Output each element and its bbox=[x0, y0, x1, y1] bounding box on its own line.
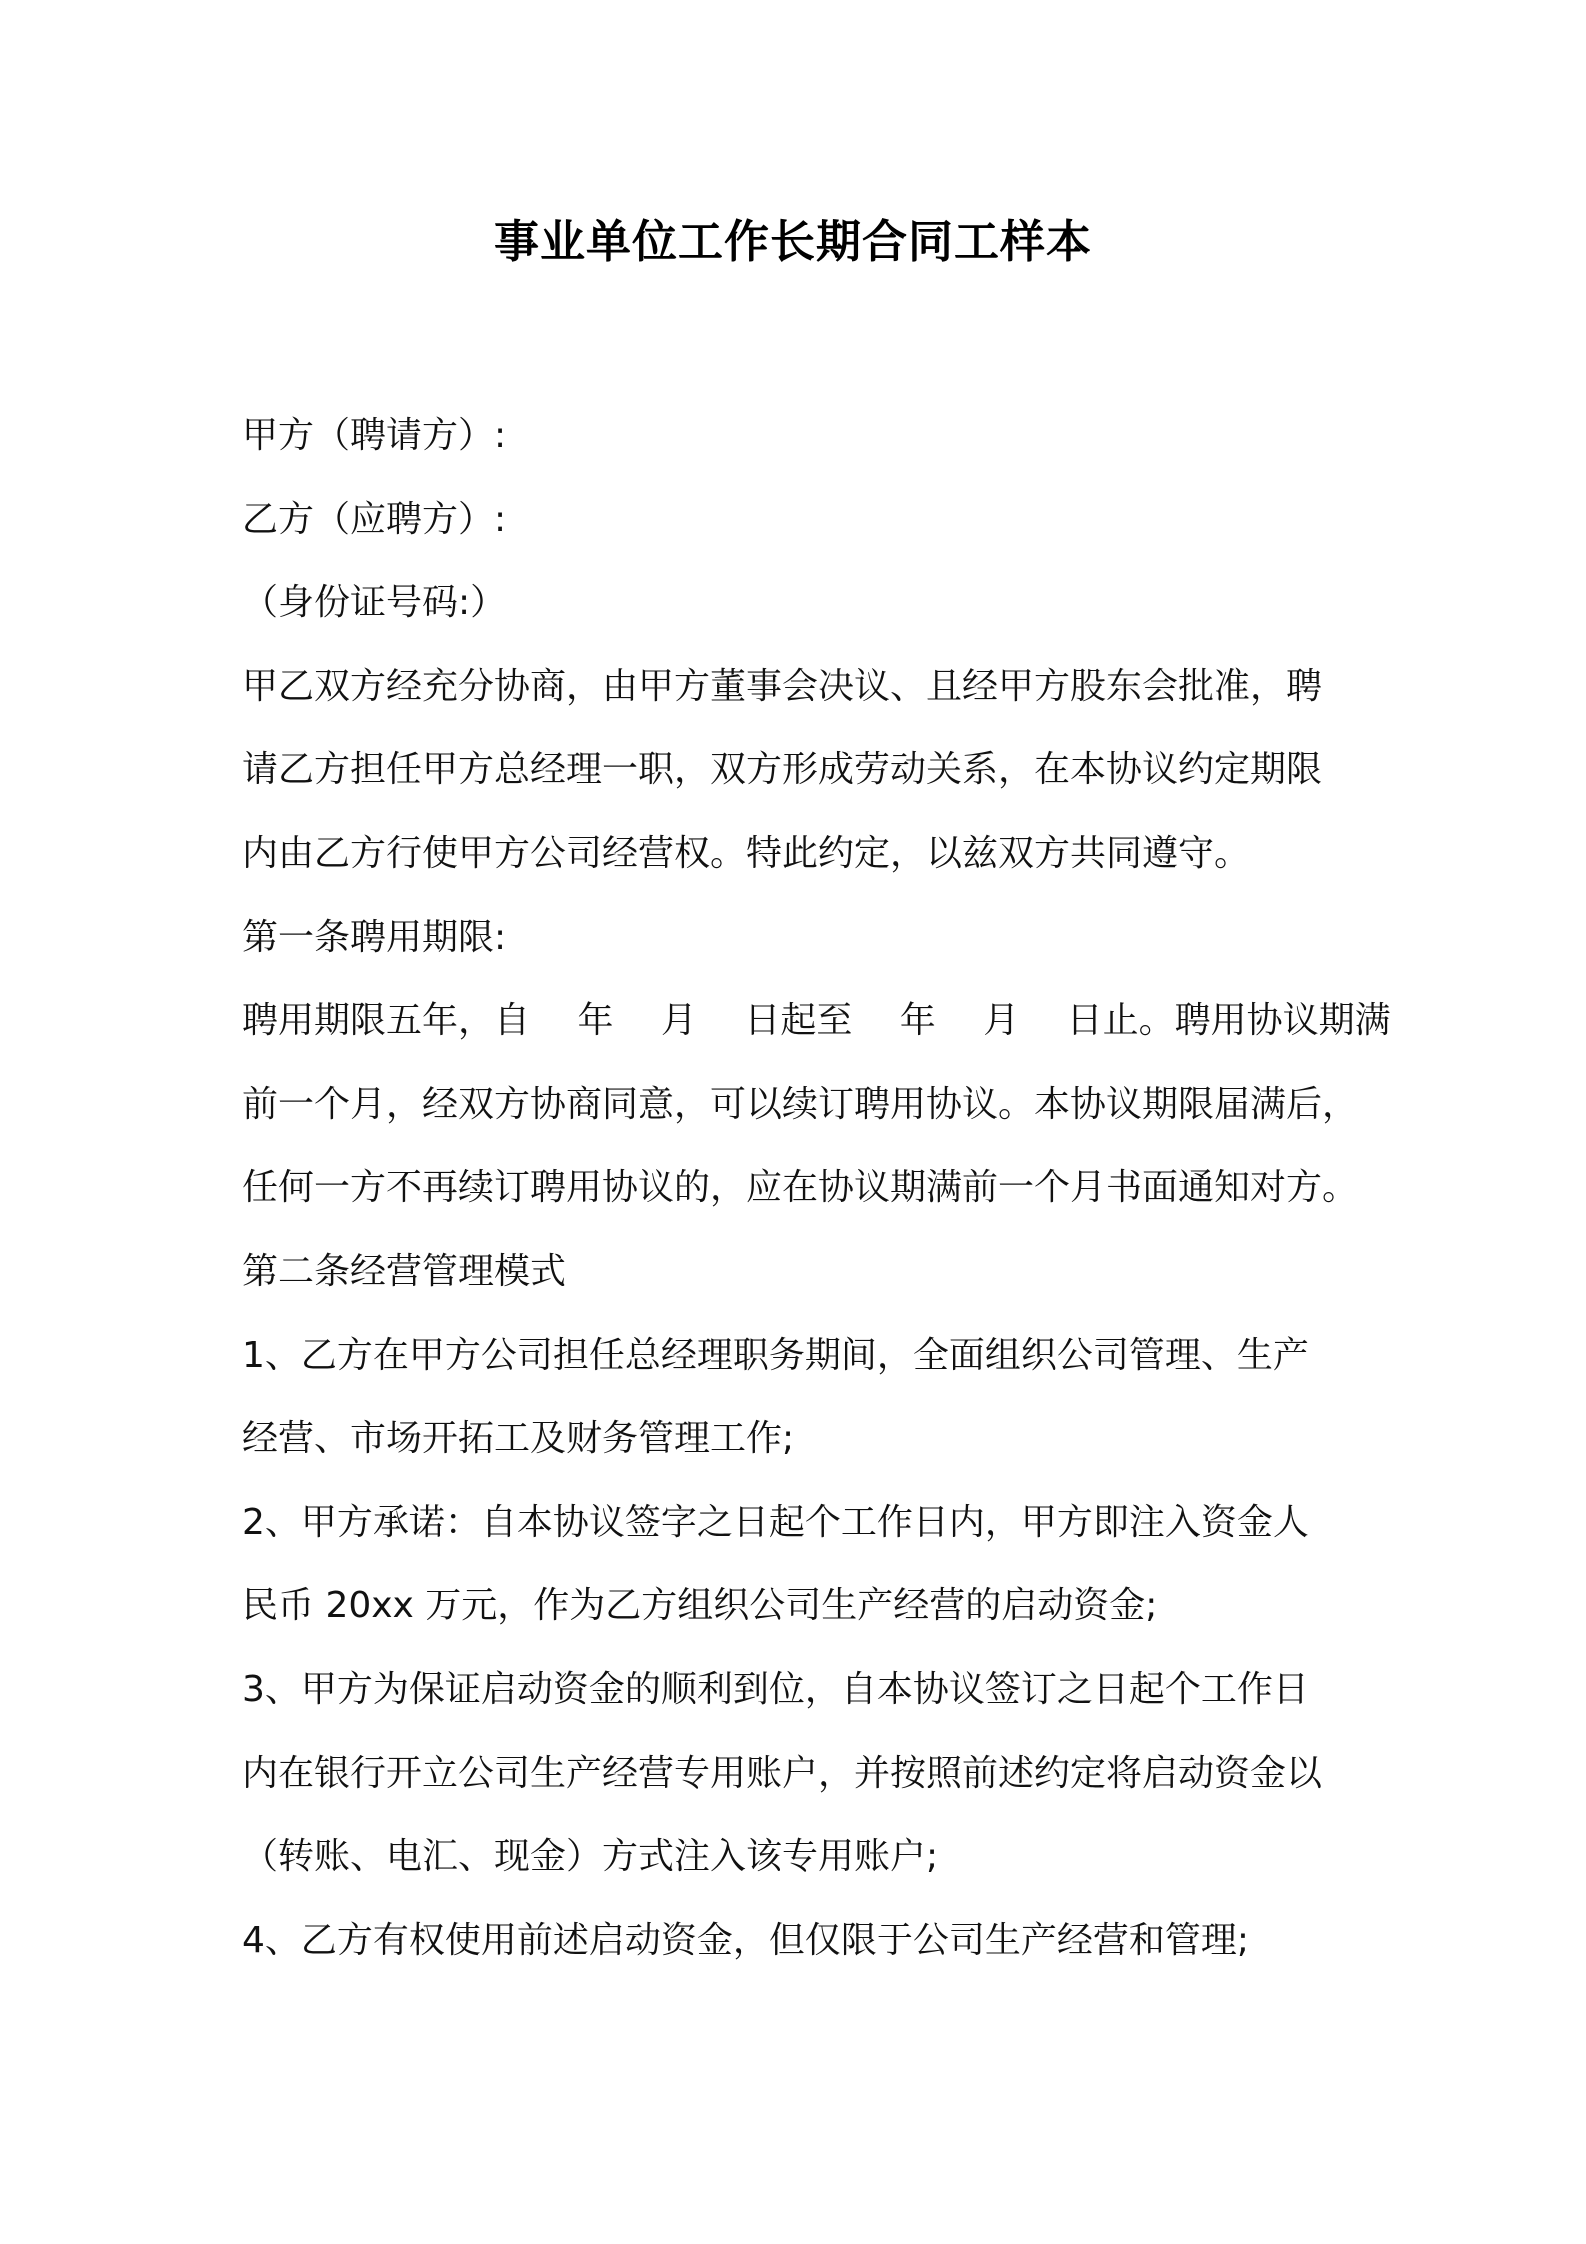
document-title: 事业单位工作长期合同工样本 bbox=[493, 215, 1092, 268]
article-1-line-3: 任何一方不再续订聘用协议的，应在协议期满前一个月书面通知对方。 bbox=[242, 1167, 1359, 1209]
preamble-line-3: 内由乙方行使甲方公司经营权。特此约定，以兹双方共同遵守。 bbox=[242, 832, 1251, 874]
preamble-line-2: 请乙方担任甲方总经理一职，双方形成劳动关系，在本协议约定期限 bbox=[242, 749, 1323, 791]
article-2-heading: 第二条经营管理模式 bbox=[242, 1250, 567, 1292]
clause-2-line-2: 民币 20xx 万元，作为乙方组织公司生产经营的启动资金; bbox=[242, 1585, 1158, 1627]
article-1-heading: 第一条聘用期限: bbox=[242, 916, 507, 958]
clause-4-line-1: 4、乙方有权使用前述启动资金，但仅限于公司生产经营和管理; bbox=[242, 1919, 1250, 1961]
article-1-line-1: 聘用期限五年，自 年 月 日起至 年 月 日止。聘用协议期满 bbox=[242, 1000, 1391, 1042]
clause-1-line-2: 经营、市场开拓工及财务管理工作; bbox=[242, 1418, 795, 1460]
preamble-line-1: 甲乙双方经充分协商，由甲方董事会决议、且经甲方股东会批准，聘 bbox=[242, 665, 1323, 707]
clause-1-line-1: 1、乙方在甲方公司担任总经理职务期间，全面组织公司管理、生产 bbox=[242, 1334, 1309, 1376]
clause-3-line-1: 3、甲方为保证启动资金的顺利到位，自本协议签订之日起个工作日 bbox=[242, 1668, 1309, 1710]
party-a-line: 甲方（聘请方）: bbox=[242, 415, 507, 456]
article-1-line-2: 前一个月，经双方协商同意，可以续订聘用协议。本协议期限届满后， bbox=[242, 1083, 1359, 1125]
party-b-line: 乙方（应聘方）: bbox=[242, 498, 507, 540]
clause-3-line-2: 内在银行开立公司生产经营专用账户，并按照前述约定将启动资金以 bbox=[242, 1752, 1323, 1794]
id-number-line: （身份证号码:） bbox=[242, 582, 507, 624]
document-body bbox=[242, 406, 1391, 1994]
clause-2-line-1: 2、甲方承诺：自本协议签字之日起个工作日内，甲方即注入资金人 bbox=[242, 1501, 1309, 1543]
clause-3-line-3: （转账、电汇、现金）方式注入该专用账户; bbox=[242, 1836, 939, 1878]
